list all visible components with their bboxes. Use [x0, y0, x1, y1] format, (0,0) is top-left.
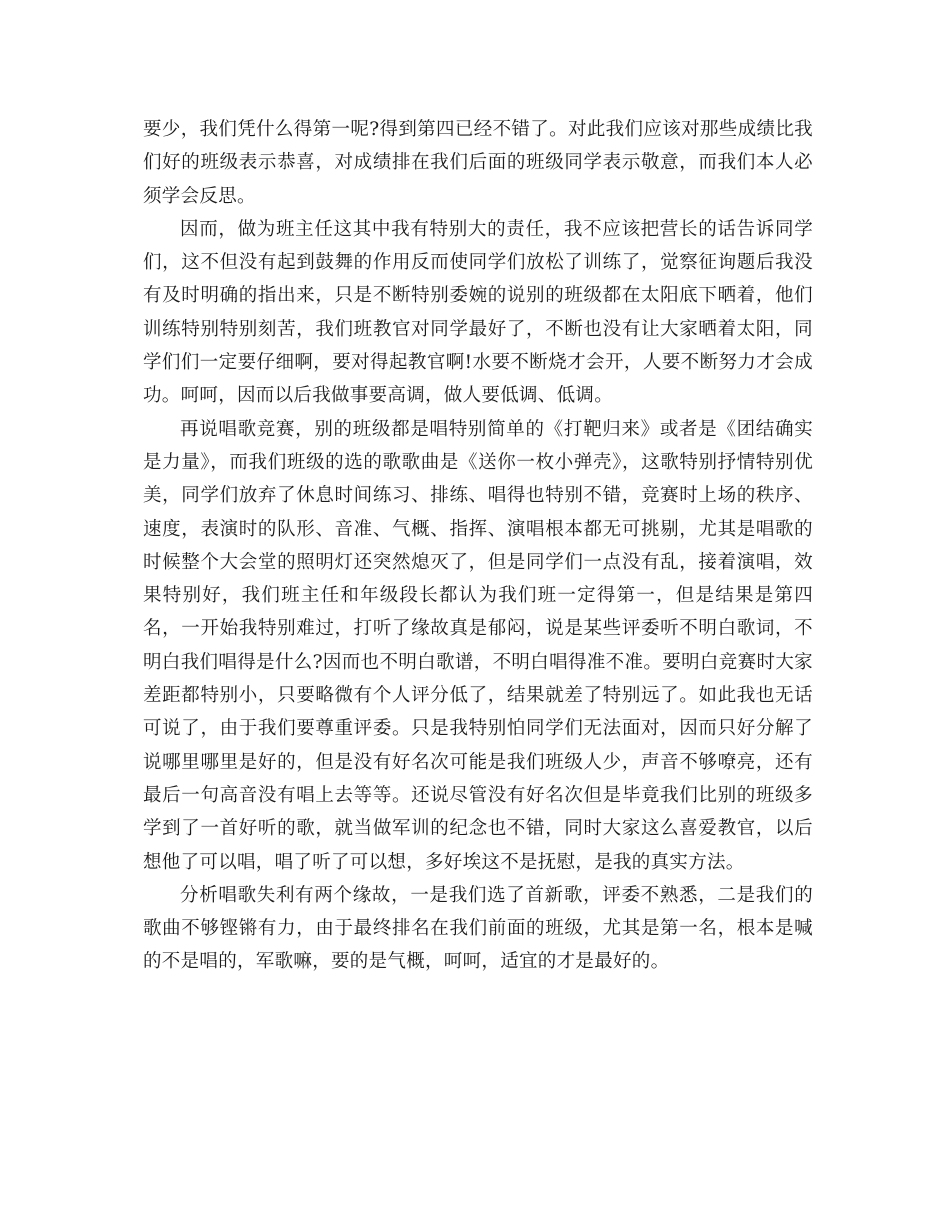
paragraph-3: 再说唱歌竞赛，别的班级都是唱特别简单的《打靶归来》或者是《团结确实是力量》，而我们班级的选的歌歌曲是《送你一枚小弹壳》，这歌特别抒情特别优美，同学们放弃了休息时间练习、排练、唱得也特别不错，竞赛时上场的秩序、速度，表演时的队形、音准、气概、指挥、演唱根本都无可挑剔，尤其是唱歌的时候整个大会堂的照明灯还突然熄灭了，但是同学们一点没有乱，接着演唱，效果特别好，我们班主任和年级段长都认为我们班一定得第一，但是结果是第四名，一开始我特别难过，打听了缘故真是郁闷，说是某些评委听不明白歌词，不明白我们唱得是什么?因而也不明白歌谱，不明白唱得准不准。要明白竞赛时大家差距都特别小，只要略微有个人评分低了，结果就差了特别远了。如此我也无话可说了，由于我们要尊重评委。只是我特别怕同学们无法面对，因而只好分解了说哪里哪里是好的，但是没有好名次可能是我们班级人少，声音不够嘹亮，还有最后一句高音没有唱上去等等。还说尽管没有好名次但是毕竟我们比别的班级多学到了一首好听的歌，就当做军训的纪念也不错，同时大家这么喜爱教官，以后想他了可以唱，唱了听了可以想，多好埃这不是抚慰，是我的真实方法。: [143, 418, 813, 873]
body-text: [143, 113, 813, 979]
paragraph-1: 要少，我们凭什么得第一呢?得到第四已经不错了。对此我们应该对那些成绩比我们好的班级表示恭喜，对成绩排在我们后面的班级同学表示敬意，而我们本人必须学会反思。: [143, 119, 813, 207]
paragraph-4: 分析唱歌失利有两个缘故，一是我们选了首新歌，评委不熟悉，二是我们的歌曲不够铿锵有力，由于最终排名在我们前面的班级，尤其是第一名，根本是喊的不是唱的，军歌嘛，要的是气概，呵呵，适宜的才是最好的。: [143, 884, 813, 973]
paragraph-2: 因而，做为班主任这其中我有特别大的责任，我不应该把营长的话告诉同学们，这不但没有起到鼓舞的作用反而使同学们放松了训练了，觉察征询题后我没有及时明确的指出来，只是不断特别委婉的说别的班级都在太阳底下晒着，他们训练特别特别刻苦，我们班教官对同学最好了，不断也没有让大家晒着太阳，同学们们一定要仔细啊，要对得起教官啊!水要不断烧才会开，人要不断努力才会成功。呵呵，因而以后我做事要高调，做人要低调、低调。: [143, 218, 813, 407]
